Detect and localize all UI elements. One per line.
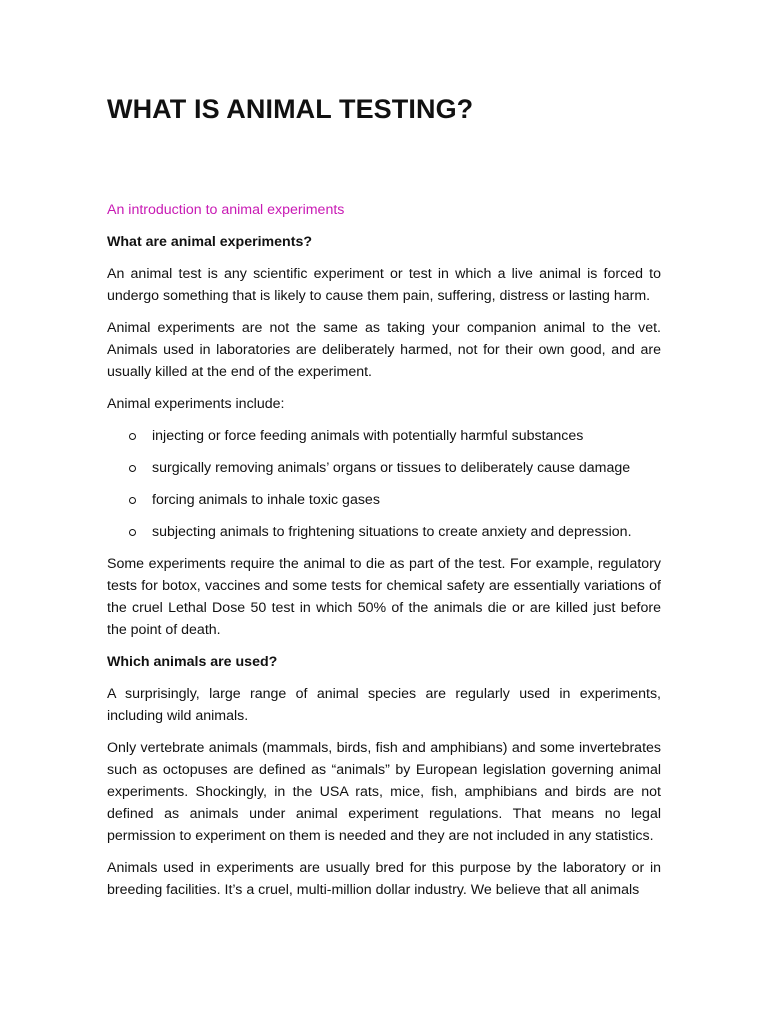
- section-heading-what-are-experiments: What are animal experiments?: [107, 234, 312, 250]
- paragraph: Some experiments require the animal to die as part of the test. For example, regulatory tests for botox, vaccines and some tests for chemical safety are essentially variations of the cruel Lethal Dose 50 test in which 50% of the animals die or are killed just before the point of death.: [107, 556, 661, 638]
- paragraph: Animal experiments are not the same as taking your companion animal to the vet. Animals used in laboratories are deliberately harmed, not for their own good, and are usually killed at the end of the experiment.: [107, 320, 661, 380]
- list-item: [107, 489, 661, 511]
- paragraph: Only vertebrate animals (mammals, birds, fish and amphibians) and some invertebrates such as octopuses are defined as “animals” by European legislation governing animal experiments. Shockingly, in the USA rats, mice, fish, amphibians and birds are not defined as animals under animal experiment regulations. That means no legal permission to experiment on them is needed and they are not included in any statistics.: [107, 740, 661, 844]
- list-item: [107, 521, 661, 543]
- list-item-text: subjecting animals to frightening situations to create anxiety and depression.: [152, 524, 632, 540]
- document-body: [107, 199, 661, 911]
- page-title: WHAT IS ANIMAL TESTING?: [107, 94, 474, 124]
- paragraph: An animal test is any scientific experiment or test in which a live animal is forced to undergo something that is likely to cause them pain, suffering, distress or lasting harm.: [107, 266, 661, 304]
- list-item-text: injecting or force feeding animals with potentially harmful substances: [152, 428, 584, 444]
- bullet-circle-icon: [129, 497, 136, 504]
- bullet-circle-icon: [129, 465, 136, 472]
- list-item-text: forcing animals to inhale toxic gases: [152, 492, 380, 508]
- bullet-circle-icon: [129, 433, 136, 440]
- paragraph: Animals used in experiments are usually bred for this purpose by the laboratory or in breeding facilities. It’s a cruel, multi-million dollar industry. We believe that all animals: [107, 860, 661, 898]
- experiments-list: [107, 425, 661, 543]
- list-item: [107, 457, 661, 479]
- subtitle: An introduction to animal experiments: [107, 202, 345, 218]
- paragraph: A surprisingly, large range of animal species are regularly used in experiments, including wild animals.: [107, 686, 661, 724]
- list-item: [107, 425, 661, 447]
- section-heading-which-animals: Which animals are used?: [107, 654, 278, 670]
- paragraph: Animal experiments include:: [107, 396, 285, 412]
- bullet-circle-icon: [129, 529, 136, 536]
- list-item-text: surgically removing animals’ organs or tissues to deliberately cause damage: [152, 460, 631, 476]
